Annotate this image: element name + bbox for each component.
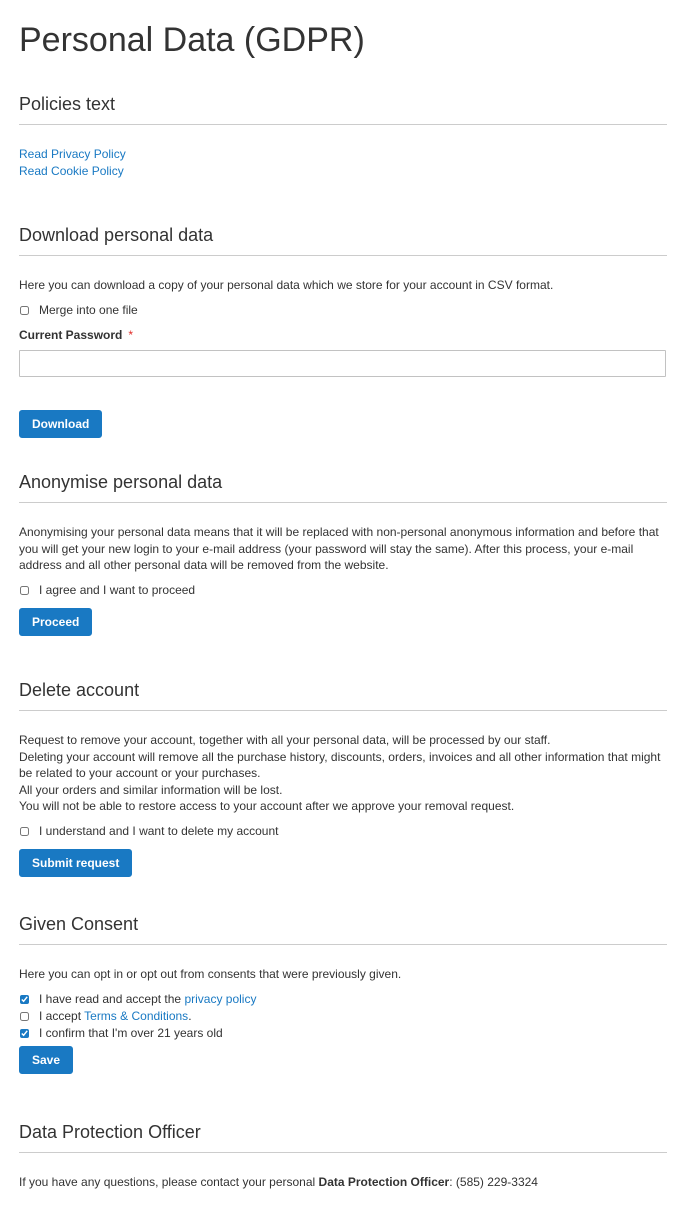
- consent-list: [19, 991, 667, 1042]
- privacy-policy-link[interactable]: Read Privacy Policy: [19, 147, 126, 161]
- anonymise-agree-checkbox[interactable]: [20, 586, 29, 595]
- merge-option[interactable]: [19, 302, 667, 319]
- anonymise-title: Anonymise personal data: [19, 470, 667, 503]
- delete-confirm-checkbox[interactable]: [20, 827, 29, 836]
- save-button[interactable]: Save: [19, 1046, 73, 1074]
- anonymise-description: Anonymising your personal data means that it will be replaced with non-personal anonymous information and before that you will get your new login to your e-mail address (your password will stay the same). After this process, your e-mail address and all other personal data will be removed from the website.: [19, 525, 659, 572]
- delete-account-description: [19, 732, 667, 815]
- policies-section: [19, 92, 667, 179]
- dpo-section: [19, 1120, 667, 1191]
- submit-request-button[interactable]: Submit request: [19, 849, 132, 877]
- page-title: Personal Data (GDPR): [19, 21, 365, 59]
- consent-description: Here you can opt in or opt out from consents that were previously given.: [19, 967, 402, 981]
- dpo-text-after: : (585) 229-3324: [449, 1175, 538, 1189]
- delete-line: Request to remove your account, together with all your personal data, will be processed by our staff.: [19, 733, 551, 747]
- download-title: Download personal data: [19, 223, 667, 256]
- delete-line: You will not be able to restore access to your account after we approve your removal request.: [19, 799, 515, 813]
- dpo-title: Data Protection Officer: [19, 1120, 667, 1153]
- consent-item-text: [39, 991, 256, 1008]
- delete-confirm-option[interactable]: [19, 823, 667, 840]
- password-label: Current Password: [19, 327, 123, 342]
- consent-item-prefix: I accept: [39, 1008, 85, 1023]
- consent-item-prefix: I have read and accept the: [39, 991, 185, 1006]
- consent-item-text: [39, 1008, 192, 1025]
- download-section: [19, 223, 667, 438]
- consent-section: [19, 912, 667, 1074]
- download-description: Here you can download a copy of your personal data which we store for your account in CSV format.: [19, 278, 554, 292]
- anonymise-agree-option[interactable]: [19, 582, 667, 599]
- delete-account-title: Delete account: [19, 678, 667, 711]
- proceed-button[interactable]: Proceed: [19, 608, 92, 636]
- required-marker: *: [128, 327, 134, 342]
- anonymise-agree-label: I agree and I want to proceed: [39, 582, 196, 597]
- consent-item-suffix: .: [188, 1008, 192, 1023]
- password-label-row: [19, 327, 667, 344]
- consent-item-age[interactable]: [19, 1025, 667, 1042]
- anonymise-section: [19, 470, 667, 636]
- consent-age-checkbox[interactable]: [20, 1029, 29, 1038]
- delete-line: All your orders and similar information will be lost.: [19, 782, 283, 797]
- consent-terms-checkbox[interactable]: [20, 1012, 29, 1021]
- delete-line: Deleting your account will remove all the purchase history, discounts, orders, invoices and all other information that might be related to your account or your purchases.: [19, 749, 661, 780]
- merge-label: Merge into one file: [39, 302, 138, 317]
- merge-checkbox[interactable]: [20, 306, 29, 315]
- dpo-bold-text: Data Protection Officer: [318, 1175, 450, 1189]
- download-button[interactable]: Download: [19, 410, 102, 438]
- privacy-policy-consent-link[interactable]: privacy policy: [184, 991, 257, 1006]
- consent-title: Given Consent: [19, 912, 667, 945]
- dpo-text-before: If you have any questions, please contact your personal: [19, 1175, 319, 1189]
- delete-confirm-label: I understand and I want to delete my account: [39, 823, 279, 838]
- current-password-input[interactable]: [19, 350, 666, 377]
- consent-item-text: I confirm that I'm over 21 years old: [39, 1025, 223, 1040]
- delete-account-section: [19, 678, 667, 877]
- cookie-policy-link[interactable]: Read Cookie Policy: [19, 163, 124, 178]
- consent-item-privacy[interactable]: [19, 991, 667, 1008]
- consent-privacy-checkbox[interactable]: [20, 995, 29, 1004]
- dpo-contact-text: [19, 1174, 667, 1191]
- terms-conditions-link[interactable]: Terms & Conditions: [84, 1008, 189, 1023]
- consent-item-terms[interactable]: [19, 1008, 667, 1025]
- policies-title: Policies text: [19, 92, 667, 125]
